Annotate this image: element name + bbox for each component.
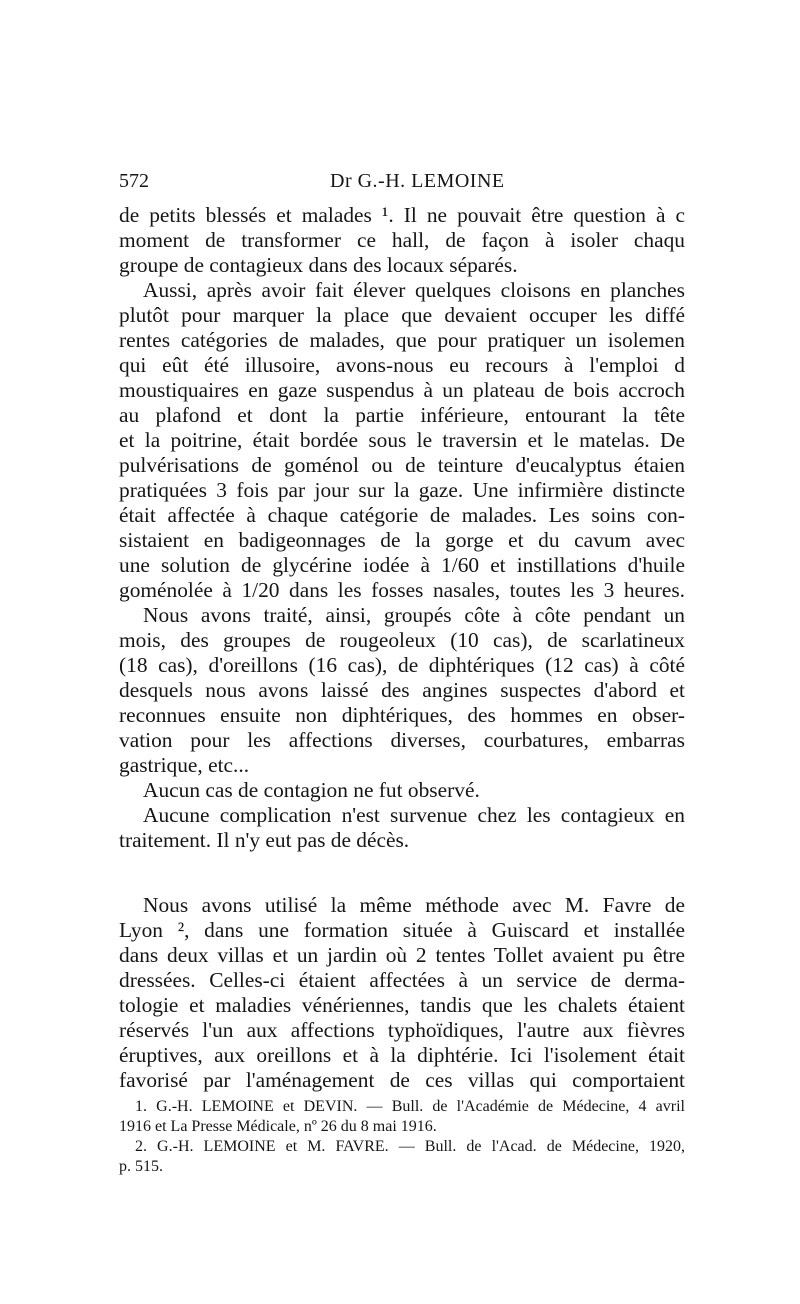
text-line: et la poitrine, était bordée sous le traversin et le matelas. De [119,428,685,452]
paragraph-gap [119,853,685,893]
footnote-line: 1916 et La Presse Médicale, nº 26 du 8 mai 1916. [119,1118,437,1135]
text-line: rentes catégories de malades, que pour pratiquer un isolemen [119,328,685,352]
body-text [119,203,685,1093]
text-line: qui eût été illusoire, avons-nous eu recours à l'emploi d [119,353,685,377]
text-line: sistaient en badigeonnages de la gorge et du cavum avec [119,528,685,552]
text-line: traitement. Il n'y eut pas de décès. [119,828,410,852]
text-line: desquels nous avons laissé des angines suspectes d'abord et [119,678,685,702]
text-line: mois, des groupes de rougeoleux (10 cas), de scarlatineux [119,628,685,652]
text-line: reconnues ensuite non diphtériques, des hommes en obser- [119,703,685,727]
footnotes [119,1097,685,1177]
text-line: Nous avons traité, ainsi, groupés côte à côte pendant un [143,603,685,627]
text-line: pulvérisations de goménol ou de teinture d'eucalyptus étaien [119,453,685,477]
text-line: groupe de contagieux dans des locaux séparés. [119,253,518,277]
text-line: dressées. Celles-ci étaient affectées à un service de derma- [119,968,685,992]
text-line: moment de transformer ce hall, de façon à isoler chaqu [119,228,685,252]
text-line: éruptives, aux oreillons et à la diphtérie. Ici l'isolement était [119,1043,685,1067]
footnote-line: p. 515. [119,1158,163,1175]
text-line: Nous avons utilisé la même méthode avec M. Favre de [143,893,685,917]
text-line: (18 cas), d'oreillons (16 cas), de diphtériques (12 cas) à côté [119,653,685,677]
text-line: une solution de glycérine iodée à 1/60 et instillations d'huile [119,553,685,577]
text-line: moustiquaires en gaze suspendus à un plateau de bois accroch [119,378,685,402]
text-line: gastrique, etc... [119,753,250,777]
text-line: Aucun cas de contagion ne fut observé. [143,778,480,802]
text-line: favorisé par l'aménagement de ces villas qui comportaient [119,1068,685,1092]
footnote-line: 1. G.-H. LEMOINE et DEVIN. — Bull. de l'Académie de Médecine, 4 avril [135,1098,685,1115]
text-line: goménolée à 1/20 dans les fosses nasales, toutes les 3 heures. [119,578,685,602]
text-line: de petits blessés et malades ¹. Il ne pouvait être question à c [119,203,685,227]
text-line: Aucune complication n'est survenue chez les contagieux en [143,803,685,827]
text-line: vation pour les affections diverses, courbatures, embarras [119,728,685,752]
text-line: pratiquées 3 fois par jour sur la gaze. Une infirmière distincte [119,478,685,502]
text-line: Aussi, après avoir fait élever quelques cloisons en planches [143,278,685,302]
text-line: était affectée à chaque catégorie de malades. Les soins con- [119,503,685,527]
text-line: réservés l'un aux affections typhoïdiques, l'autre aux fièvres [119,1018,685,1042]
page-number: 572 [119,170,149,192]
text-line: plutôt pour marquer la place que devaient occuper les diffé [119,303,685,327]
text-line: dans deux villas et un jardin où 2 tentes Tollet avaient pu être [119,943,685,967]
running-head: Dr G.-H. LEMOINE [330,170,505,192]
text-line: Lyon ², dans une formation située à Guiscard et installée [119,918,685,942]
footnote-line: 2. G.-H. LEMOINE et M. FAVRE. — Bull. de l'Acad. de Médecine, 1920, [135,1138,685,1155]
text-line: au plafond et dont la partie inférieure, entourant la tête [119,403,685,427]
page-header [119,170,685,194]
text-line: tologie et maladies vénériennes, tandis que les chalets étaient [119,993,685,1017]
